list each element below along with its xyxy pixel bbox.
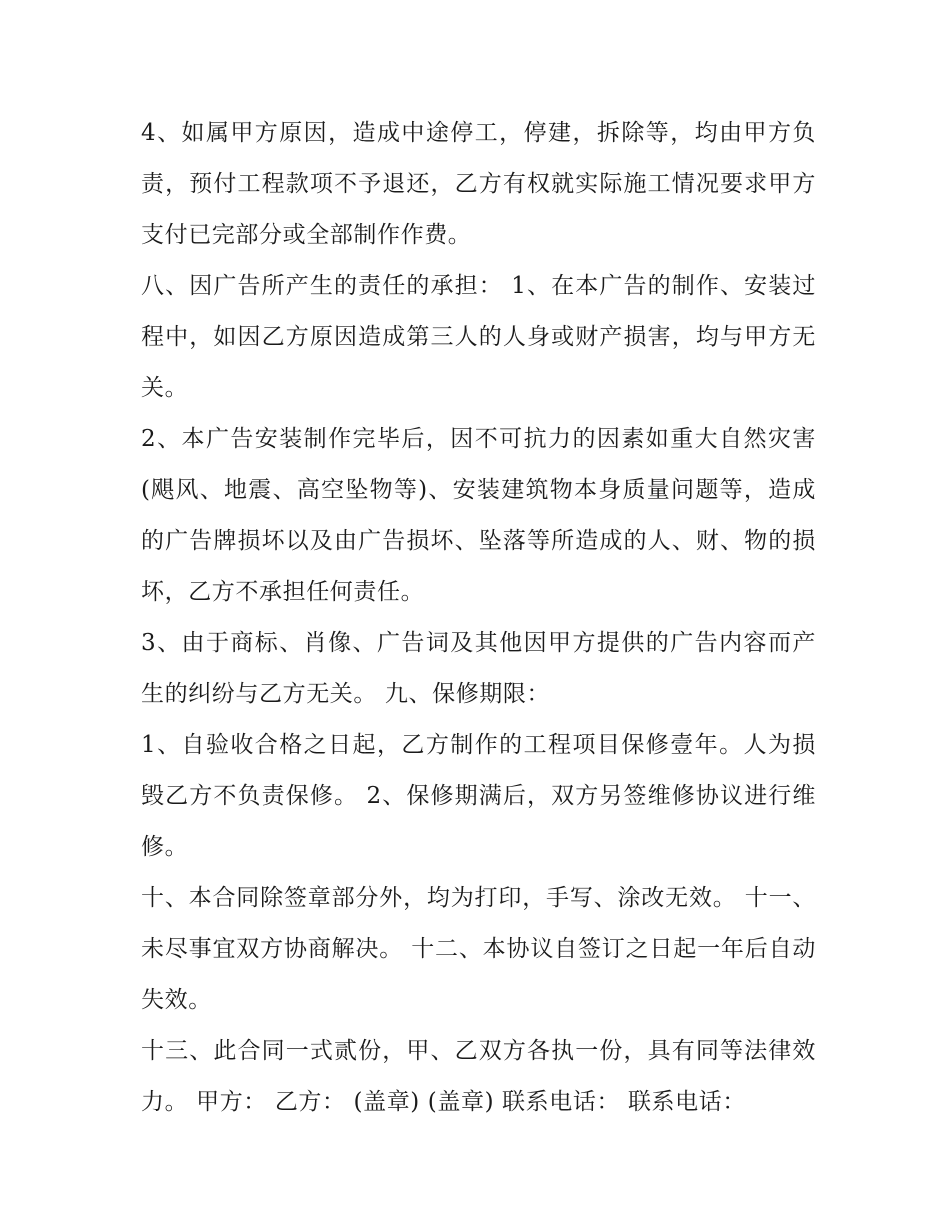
paragraph-clause-3-disputes: 3、由于商标、肖像、广告词及其他因甲方提供的广告内容而产生的纠纷与乙方无关。 九、保修期限： [141, 630, 816, 707]
paragraph-clause-2-force-majeure: 2、本广告安装制作完毕后，因不可抗力的因素如重大自然灾害(飓风、地震、高空坠物等)、安装建筑物本身质量问题等，造成的广告牌损坏以及由广告损坏、坠落等所造成的人、财、物的损坏，乙方不承担任何责任。 [141, 426, 816, 605]
document-body [141, 108, 816, 1128]
paragraph-warranty-terms: 1、自验收合格之日起，乙方制作的工程项目保修壹年。人为损毁乙方不负责保修。 2、保修期满后，双方另签维修协议进行维修。 [141, 732, 816, 860]
paragraph-section-8-liability: 八、因广告所产生的责任的承担： 1、在本广告的制作、安装过程中，如因乙方原因造成第三人的人身或财产损害，均与甲方无关。 [141, 273, 816, 401]
paragraph-section-13-signatures: 十三、此合同一式贰份，甲、乙双方各执一份，具有同等法律效力。 甲方： 乙方： (盖章) (盖章) 联系电话： 联系电话： [141, 1038, 816, 1115]
paragraph-clause-4-stoppage: 4、如属甲方原因，造成中途停工，停建，拆除等，均由甲方负责，预付工程款项不予退还，乙方有权就实际施工情况要求甲方支付已完部分或全部制作作费。 [141, 120, 816, 248]
paragraph-sections-10-12: 十、本合同除签章部分外，均为打印，手写、涂改无效。 十一、未尽事宜双方协商解决。 十二、本协议自签订之日起一年后自动失效。 [141, 885, 816, 1013]
